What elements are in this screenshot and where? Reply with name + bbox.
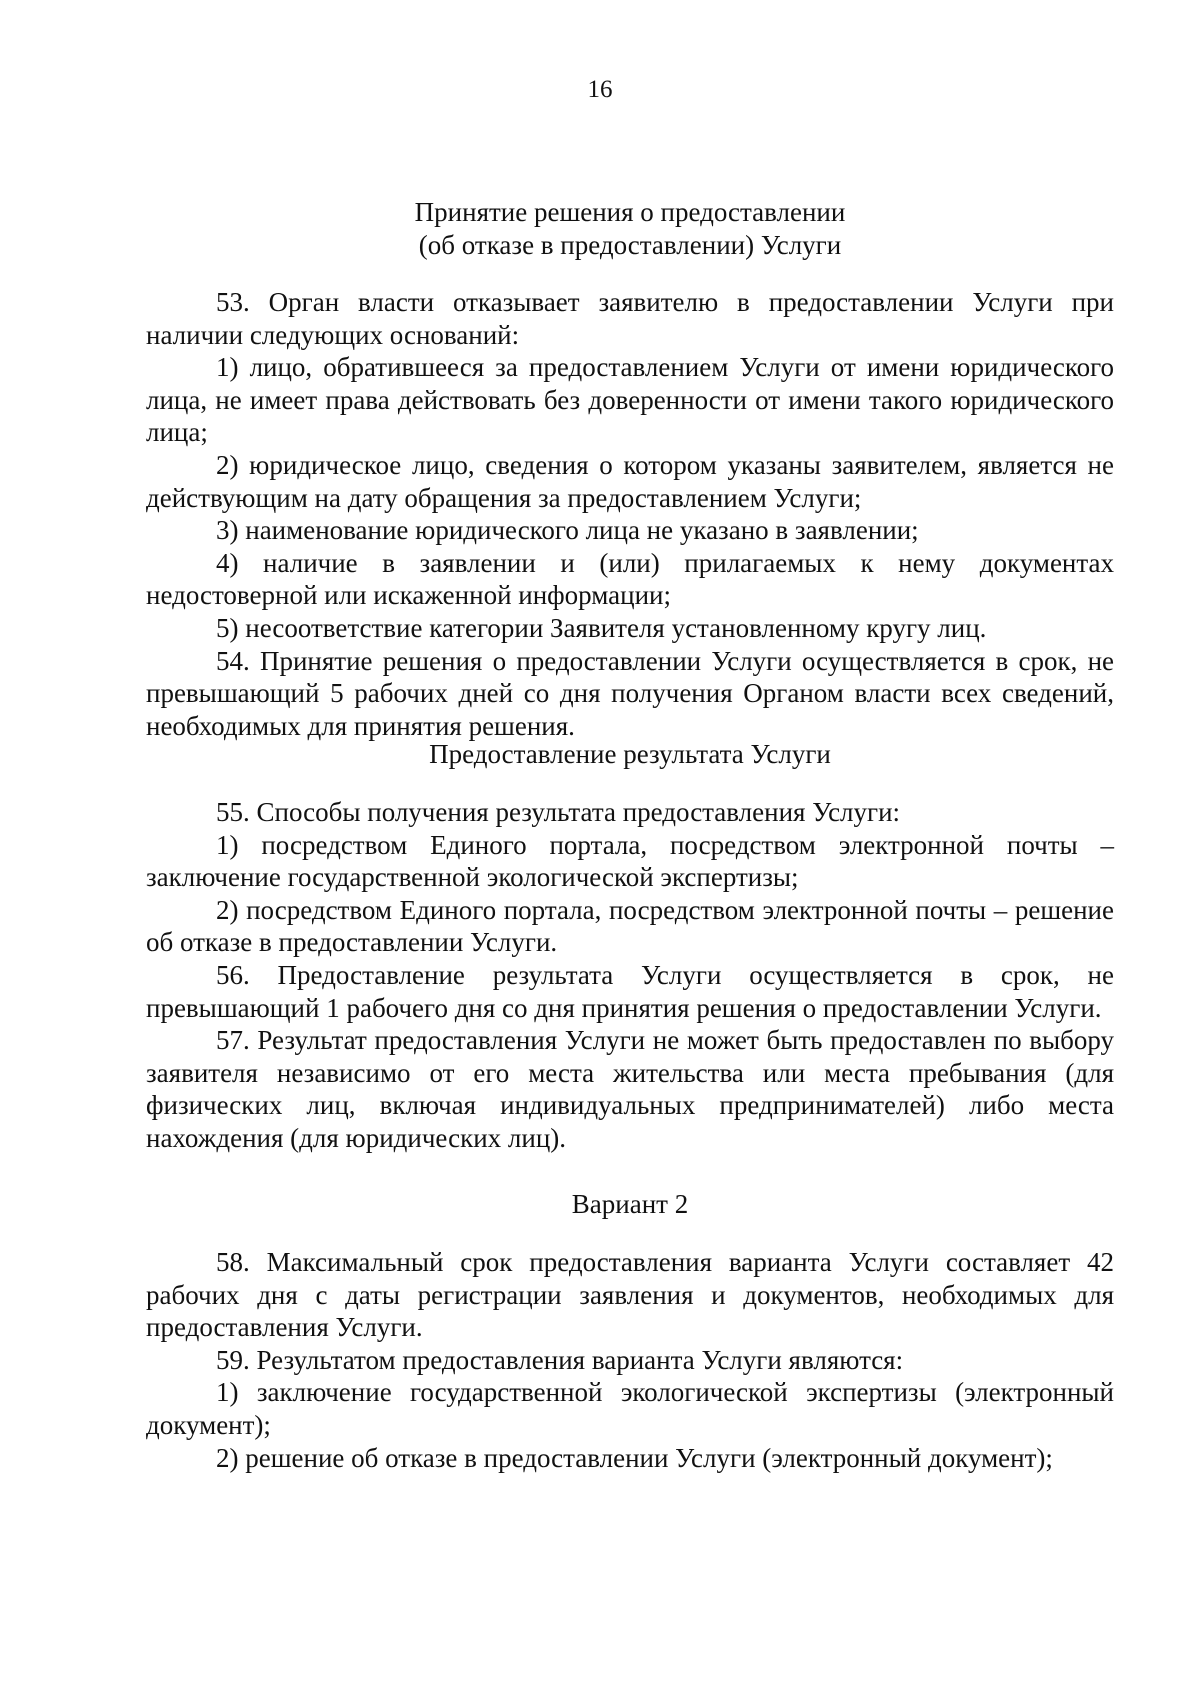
- section-heading-decision-line1: Принятие решения о предоставлении: [414, 197, 846, 227]
- paragraph-53-item-5: 5) несоответствие категории Заявителя установленному кругу лиц.: [216, 612, 987, 643]
- section-decision-body: [146, 286, 1114, 742]
- paragraph-56: 56. Предоставление результата Услуги осуществляется в срок, не превышающий 1 рабочего дня со дня принятия решения о предоставлении Услуги.: [146, 959, 1114, 1023]
- paragraph-55-item-2: 2) посредством Единого портала, посредством электронной почты – решение об отказе в предоставлении Услуги.: [146, 894, 1114, 958]
- paragraph-53-item-4: 4) наличие в заявлении и (или) прилагаемых к нему документах недостоверной или искаженной информации;: [146, 547, 1114, 611]
- section-result: [146, 738, 1114, 771]
- paragraph-59-item-2: 2) решение об отказе в предоставлении Услуги (электронный документ);: [216, 1442, 1053, 1473]
- section-heading-variant-2: Вариант 2: [571, 1189, 689, 1219]
- paragraph-59: 59. Результатом предоставления варианта Услуги являются:: [216, 1344, 904, 1375]
- paragraph-58: 58. Максимальный срок предоставления варианта Услуги составляет 42 рабочих дня с даты регистрации заявления и документов, необходимых для предоставления Услуги.: [146, 1247, 1114, 1343]
- paragraph-53-item-3: 3) наименование юридического лица не указано в заявлении;: [216, 515, 919, 546]
- paragraph-53-item-2: 2) юридическое лицо, сведения о котором указаны заявителем, является не действующим на дату обращения за предоставлением Услуги;: [146, 449, 1114, 513]
- paragraph-53: 53. Орган власти отказывает заявителю в предоставлении Услуги при наличии следующих оснований:: [146, 287, 1114, 350]
- section-decision: [146, 196, 1114, 262]
- paragraph-55: 55. Способы получения результата предоставления Услуги:: [216, 797, 901, 827]
- section-heading-result: Предоставление результата Услуги: [429, 739, 831, 769]
- paragraph-55-item-1: 1) посредством Единого портала, посредством электронной почты – заключение государственной экологической экспертизы;: [146, 829, 1114, 893]
- section-result-body: [146, 796, 1114, 1155]
- paragraph-59-item-1: 1) заключение государственной экологической экспертизы (электронный документ);: [146, 1377, 1114, 1440]
- paragraph-53-item-1: 1) лицо, обратившееся за предоставлением Услуги от имени юридического лица, не имеет права действовать без доверенности от имени такого юридического лица;: [146, 352, 1114, 448]
- section-variant-2-body: [146, 1246, 1114, 1474]
- page-number: 16: [587, 76, 613, 103]
- paragraph-54: 54. Принятие решения о предоставлении Услуги осуществляется в срок, не превышающий 5 рабочих дней со дня получения Органом власти всех сведений, необходимых для принятия решения.: [146, 645, 1114, 741]
- paragraph-57: 57. Результат предоставления Услуги не может быть предоставлен по выбору заявителя независимо от его места жительства или места пребывания (для физических лиц, включая индивидуальных предпринимателей) либо места нахождения (для юридических лиц).: [146, 1025, 1114, 1153]
- section-variant-2: [146, 1188, 1114, 1221]
- section-heading-decision-line2: (об отказе в предоставлении) Услуги: [418, 230, 842, 260]
